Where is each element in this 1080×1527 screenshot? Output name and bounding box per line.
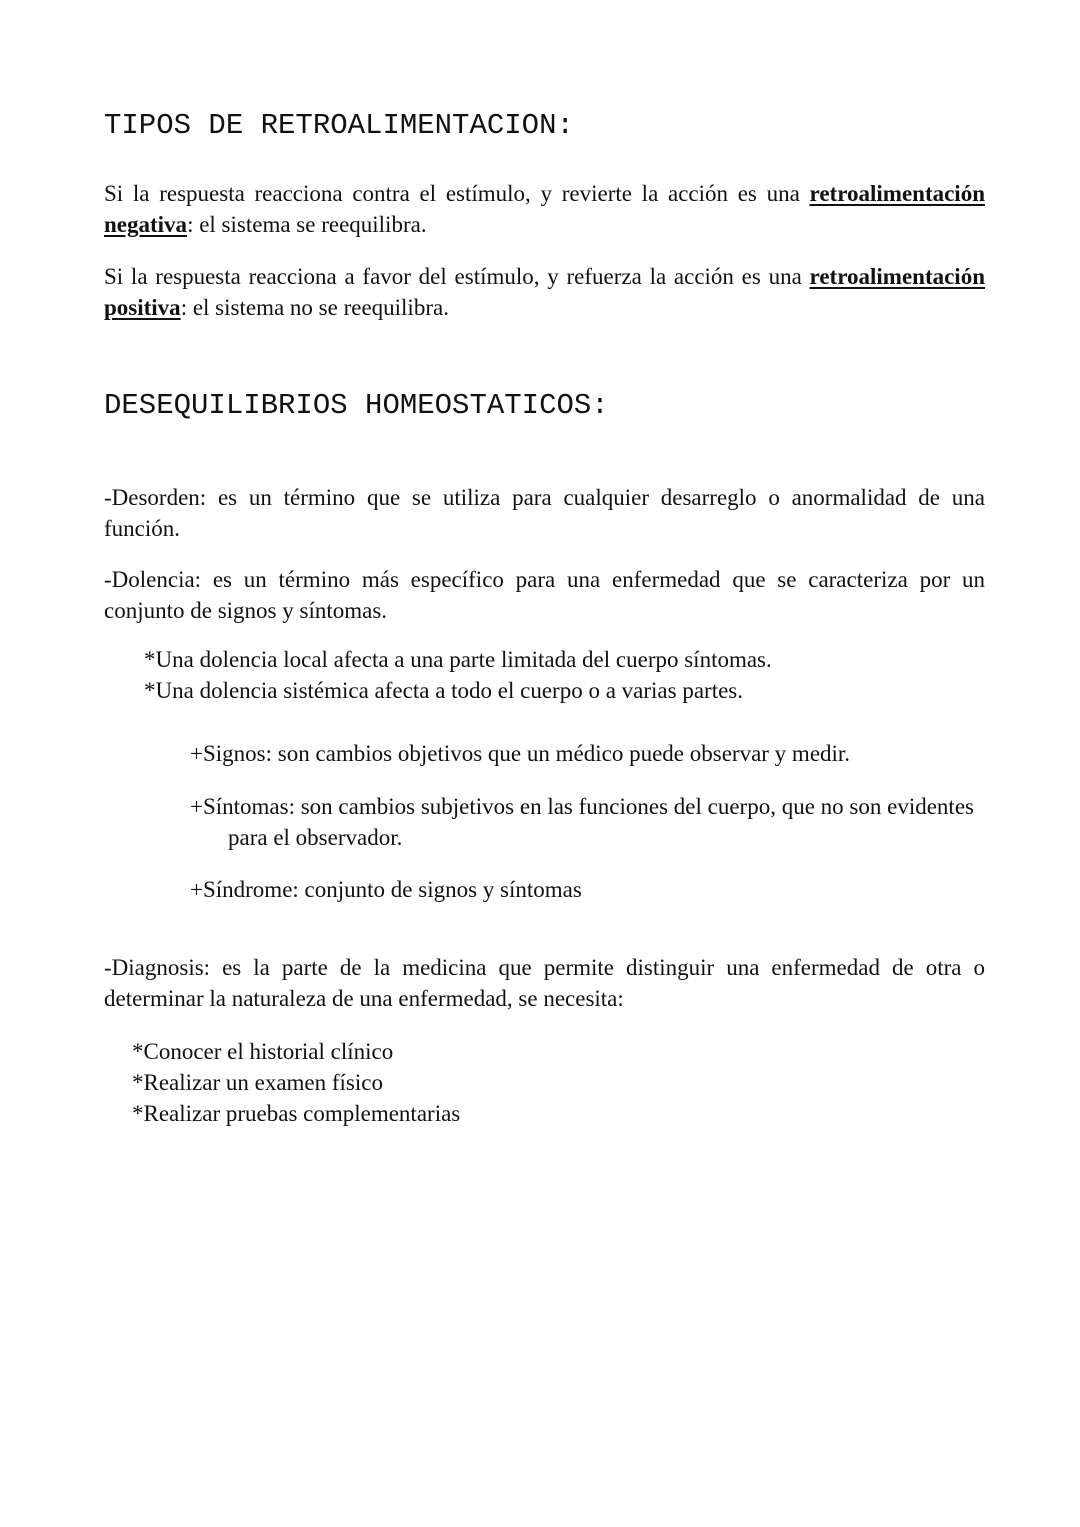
heading-tipos-retroalimentacion: TIPOS DE RETROALIMENTACION: xyxy=(104,109,574,142)
paragraph-dolencia: -Dolencia: es un término más específico para una enfermedad que se caracteriza por un conjunto de signos y síntomas. xyxy=(104,567,985,623)
diagnosis-list xyxy=(104,1036,985,1129)
paragraph-retroalimentacion-positiva: Si la respuesta reacciona a favor del estímulo, y refuerza la acción es una retroalimentación positiva: el sistema no se reequilibra. xyxy=(104,264,985,320)
heading-desequilibrios-homeostaticos: DESEQUILIBRIOS HOMEOSTATICOS: xyxy=(104,389,609,422)
paragraph-desorden: -Desorden: es un término que se utiliza para cualquier desarreglo o anormalidad de una función. xyxy=(104,485,985,541)
list-item-sindrome: +Síndrome: conjunto de signos y síntomas xyxy=(190,877,582,902)
paragraph-retroalimentacion-negativa: Si la respuesta reacciona contra el estímulo, y revierte la acción es una retroalimentación negativa: el sistema se reequilibra. xyxy=(104,181,985,237)
paragraph-diagnosis: -Diagnosis: es la parte de la medicina que permite distinguir una enfermedad de otra o determinar la naturaleza de una enfermedad, se necesita: xyxy=(104,955,985,1011)
list-item-dolencia-sistemica: *Una dolencia sistémica afecta a todo el cuerpo o a varias partes. xyxy=(144,678,744,703)
list-item-dolencia-local: *Una dolencia local afecta a una parte limitada del cuerpo síntomas. xyxy=(144,647,772,672)
list-item-examen-fisico: *Realizar un examen físico xyxy=(132,1070,383,1095)
list-item-sintomas: +Síntomas: son cambios subjetivos en las funciones del cuerpo, que no son evidentes para el observador. xyxy=(190,794,974,850)
list-item-signos: +Signos: son cambios objetivos que un médico puede observar y medir. xyxy=(190,741,851,766)
list-item-pruebas-complementarias: *Realizar pruebas complementarias xyxy=(132,1101,461,1126)
dolencia-list xyxy=(104,644,985,706)
list-item-conocer-historial: *Conocer el historial clínico xyxy=(132,1039,394,1064)
